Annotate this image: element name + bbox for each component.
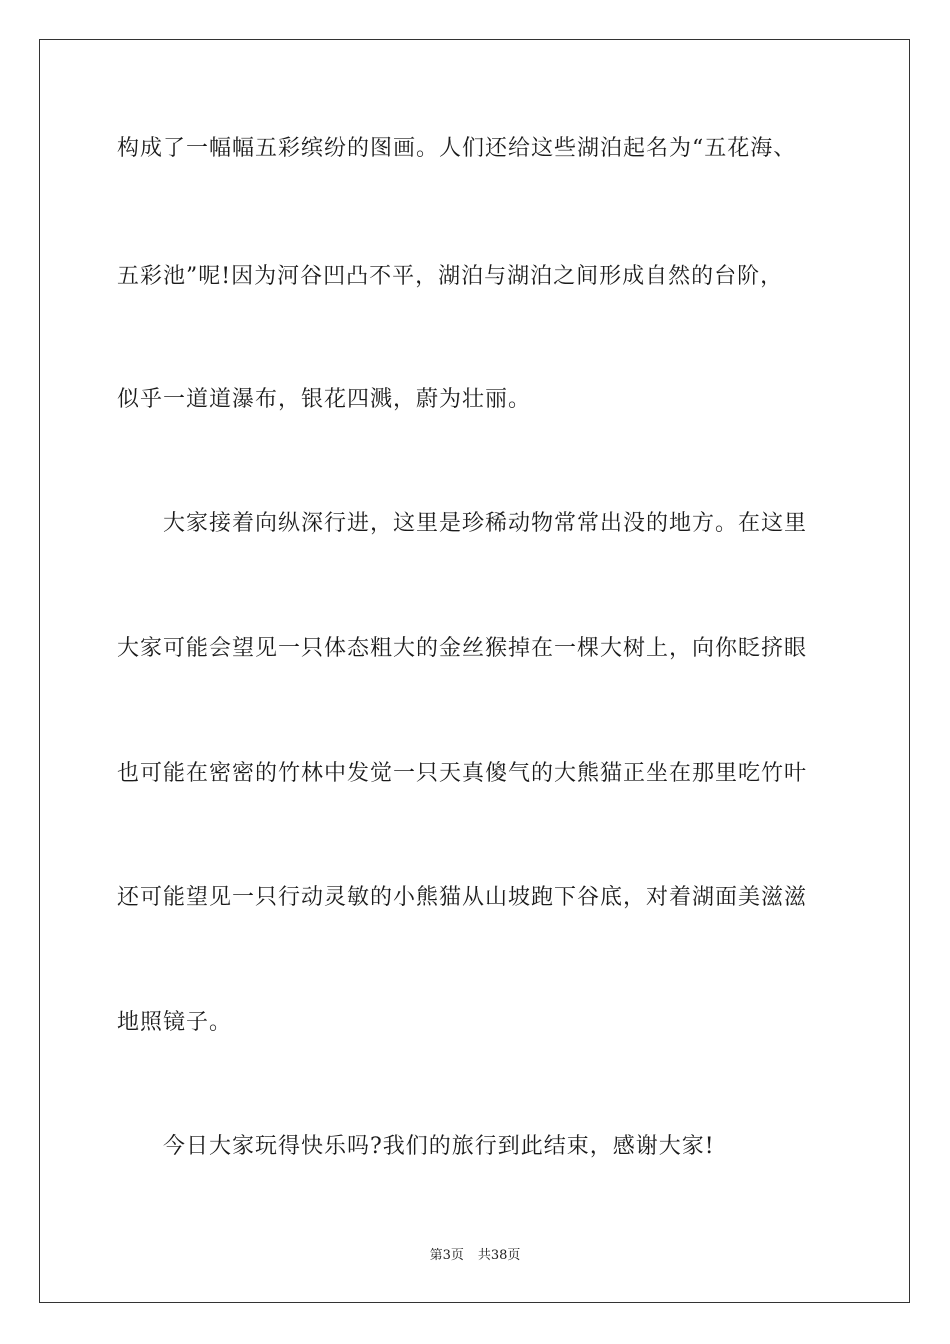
text-line: 似乎一道道瀑布，银花四溅，蔚为壮丽。 xyxy=(117,387,532,412)
text-line: 地照镜子。 xyxy=(117,1010,233,1035)
text-line: 大家可能会望见一只体态粗大的金丝猴掉在一棵大树上，向你眨挤眼 xyxy=(117,636,808,661)
page-total: 共38页 xyxy=(477,1248,521,1263)
page-border xyxy=(39,39,910,1303)
paragraph-start-line: 今日大家玩得快乐吗?我们的旅行到此结束，感谢大家! xyxy=(163,1134,715,1159)
text-line: 五彩池”呢!因为河谷凹凸不平，湖泊与湖泊之间形成自然的台阶， xyxy=(117,264,784,289)
text-line: 构成了一幅幅五彩缤纷的图画。人们还给这些湖泊起名为“五花海、 xyxy=(117,136,797,161)
text-line: 也可能在密密的竹林中发觉一只天真傻气的大熊猫正坐在那里吃竹叶 xyxy=(117,761,808,786)
paragraph-start-line: 大家接着向纵深行进，这里是珍稀动物常常出没的地方。在这里 xyxy=(163,511,808,536)
text-line: 还可能望见一只行动灵敏的小熊猫从山坡跑下谷底，对着湖面美滋滋 xyxy=(117,885,808,910)
page-footer xyxy=(0,1247,950,1265)
page-number: 第3页 xyxy=(429,1248,464,1263)
